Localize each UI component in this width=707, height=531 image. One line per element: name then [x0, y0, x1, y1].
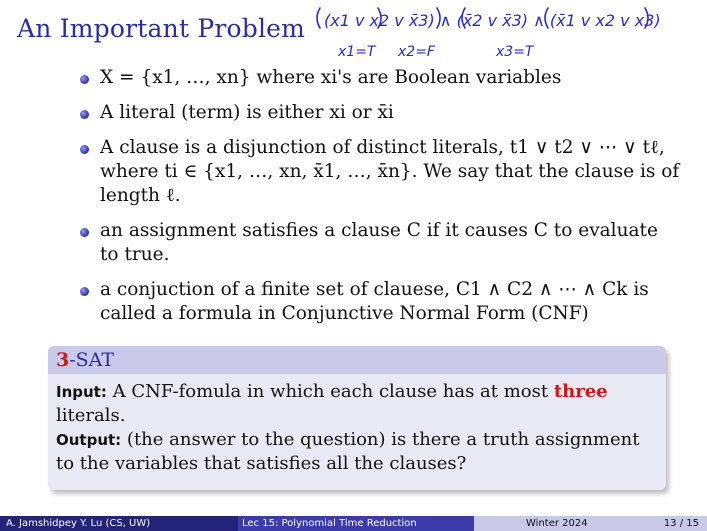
slide-title: An Important Problem [17, 14, 306, 43]
bullet-text-rest: 1, …, xn} where xi's are Boolean variables [162, 67, 562, 88]
block-body [48, 374, 666, 476]
footer-term: Winter 2024 [526, 518, 588, 529]
bullet-item [80, 136, 680, 208]
bullet-text: X = {x [100, 67, 163, 88]
bullet-text: a conjuction of a finite set of clauese, C1 ∧ C2 ∧ ⋯ ∧ Ck is called a formula in Conjunctive Normal Form (CNF) [100, 279, 649, 324]
bullet-text: an assignment satisfies a clause C if it causes C to evaluate to true. [100, 220, 658, 265]
definition-block-3sat [48, 346, 666, 490]
bullet-text: A literal (term) is either xi or x̄i [100, 102, 394, 123]
annotation-x3: x3=T [496, 44, 534, 60]
bullet-dot-icon [80, 287, 89, 296]
footer-right [474, 516, 707, 531]
footer-lecture: Lec 15: Polynomial Time Reduction [238, 516, 474, 531]
handwritten-annotation [0, 0, 707, 70]
input-line [56, 380, 658, 428]
bullet-item [80, 278, 680, 326]
annotation-x2: x2=F [398, 44, 435, 60]
output-line [56, 428, 658, 476]
bullet-dot-icon [80, 228, 89, 237]
bullet-item [80, 219, 680, 267]
input-emphasis: three [553, 381, 608, 402]
bullet-list [80, 66, 680, 337]
block-title [48, 346, 666, 374]
bullet-dot-icon [80, 110, 89, 119]
bullet-item [80, 66, 680, 90]
input-tail: literals. [56, 405, 126, 426]
output-text: (the answer to the question) is there a truth assignment to the variables that satisfies all the clauses? [56, 429, 640, 474]
slide-footer [0, 516, 707, 531]
bullet-item [80, 101, 680, 125]
annotation-formula: (x1 v x2 v x̄3) ∧ (x̄2 v x̄3) ∧ (x̄1 v x2 v x3) [324, 11, 661, 30]
output-label: Output: [56, 431, 122, 449]
block-title-number: 3 [56, 349, 70, 371]
annotation-x1: x1=T [338, 44, 376, 60]
bullet-dot-icon [80, 75, 89, 84]
block-title-text: -SAT [69, 349, 115, 371]
footer-page-number: 13 / 15 [663, 518, 699, 529]
footer-authors: A. Jamshidpey Y. Lu (CS, UW) [0, 516, 238, 531]
input-text: A CNF-fomula in which each clause has at most [112, 381, 549, 402]
bullet-dot-icon [80, 145, 89, 154]
input-label: Input: [56, 383, 107, 401]
bullet-text: A clause is a disjunction of distinct literals, t1 ∨ t2 ∨ ⋯ ∨ tℓ, where ti ∈ {x1, …, xn, x̄1, …, x̄n}. We say that the clause is of length ℓ. [100, 137, 680, 206]
